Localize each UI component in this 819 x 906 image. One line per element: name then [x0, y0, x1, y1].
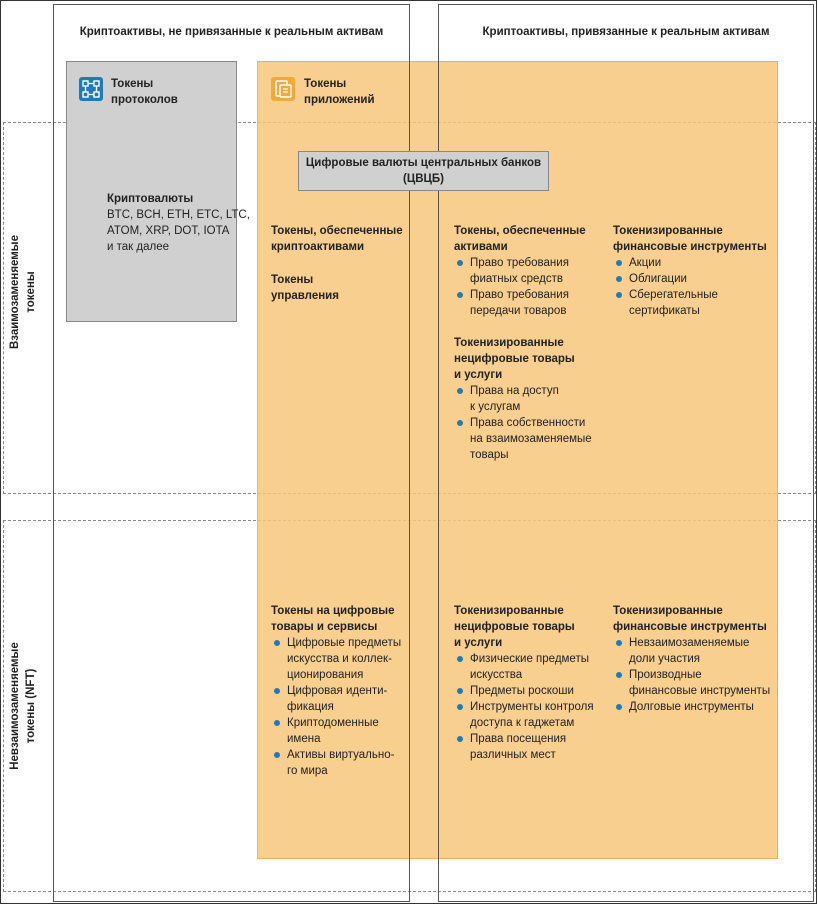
crypto-backed-tokens: Токены, обеспеченные криптоактивами: [271, 225, 403, 253]
nft-tokenized-nondigital: Токенизированные нецифровые товары и услуги Физические предметы искусства Предметы роскоши Инструменты контроля доступа к гаджетам Права посещения различных мест: [454, 603, 614, 763]
app-icon: [271, 77, 295, 101]
cryptocurrencies-block: Криптовалюты BTC, BCH, ETH, ETC, LTC, ATOM, XRP, DOT, IOTA и так далее: [107, 193, 250, 253]
list-item: Цифровая иденти- фикация: [271, 683, 411, 715]
nft-tokenized-fin-instruments: Токенизированные финансовые инструменты Невзаимозаменяемые доли участия Производные финансовые инструменты Долговые инструменты: [613, 603, 778, 715]
governance-tokens: Токены управления: [271, 274, 339, 302]
cbdc-box: Цифровые валюты центральных банков (ЦВЦБ): [298, 151, 549, 191]
nft-digital-goods: Токены на цифровые товары и сервисы Цифровые предметы искусства и коллек- ционирования Цифровая иденти- фикация Криптодоменные имена Активы виртуально- го мира: [271, 603, 411, 779]
list-item: Акции: [613, 255, 778, 271]
list-item: Долговые инструменты: [613, 699, 778, 715]
list-item: Права на доступ к услугам: [454, 383, 614, 415]
row-label-nft: Невзаимозаменяемые токены (NFT): [9, 642, 37, 770]
protocol-tokens-title: Токены протоколов: [111, 78, 178, 106]
list-item: Право требования передачи товаров: [454, 287, 604, 319]
tokenized-fin-instruments-fungible: Токенизированные финансовые инструменты Акции Облигации Сберегательные сертификаты: [613, 223, 778, 319]
list-item: Сберегательные сертификаты: [613, 287, 778, 319]
list-item: Права собственности на взаимозаменяемые товары: [454, 415, 614, 463]
list-item: Физические предметы искусства: [454, 651, 614, 683]
list-item: Права посещения различных мест: [454, 731, 614, 763]
network-icon: [79, 77, 103, 101]
header-backed: Криптоактивы, привязанные к реальным активам: [482, 26, 770, 38]
list-item: Активы виртуально- го мира: [271, 747, 411, 779]
row-label-fungible: Взаимозаменяемые токены: [9, 234, 37, 350]
list-item: Право требования фиатных средств: [454, 255, 604, 287]
app-tokens-title: Токены приложений: [304, 78, 375, 106]
list-item: Цифровые предметы искусства и коллек- ционирования: [271, 635, 411, 683]
list-item: Криптодоменные имена: [271, 715, 411, 747]
header-unbacked: Криптоактивы, не привязанные к реальным активам: [79, 26, 384, 38]
tokenized-nondigital-fungible: Токенизированные нецифровые товары и услуги Права на доступ к услугам Права собственности на взаимозаменяемые товары: [454, 335, 614, 463]
asset-backed-tokens: Токены, обеспеченные активами Право требования фиатных средств Право требования передачи товаров: [454, 223, 604, 319]
list-item: Невзаимозаменяемые доли участия: [613, 635, 778, 667]
list-item: Предметы роскоши: [454, 683, 614, 699]
list-item: Облигации: [613, 271, 778, 287]
list-item: Производные финансовые инструменты: [613, 667, 778, 699]
list-item: Инструменты контроля доступа к гаджетам: [454, 699, 614, 731]
